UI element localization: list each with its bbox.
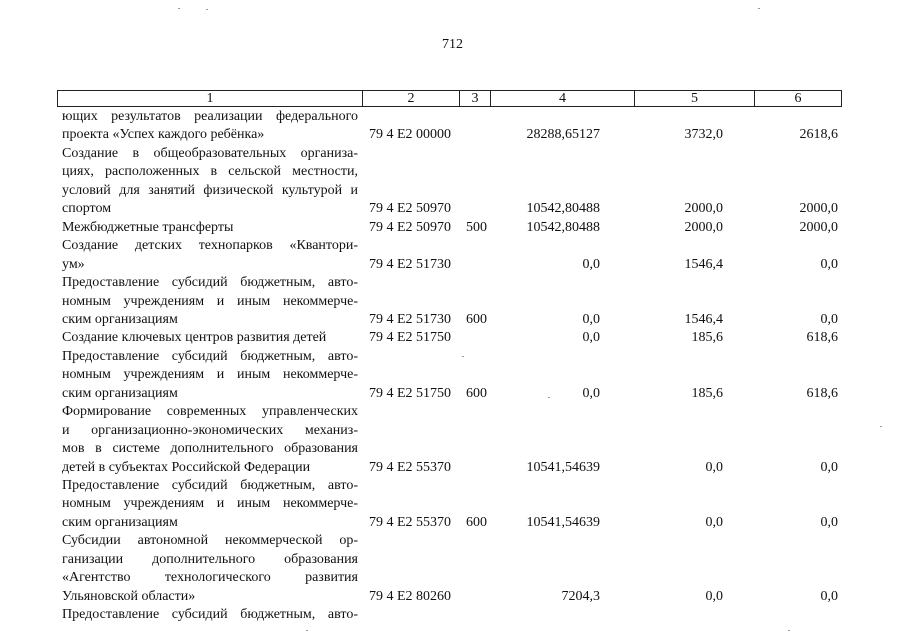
row-value-col4 <box>480 477 600 495</box>
row-value-col4 <box>480 366 600 384</box>
table-row <box>0 237 905 255</box>
table-row <box>0 311 905 329</box>
row-value-col5 <box>603 551 723 569</box>
table-row <box>0 477 905 495</box>
row-value-col5 <box>603 293 723 311</box>
row-value-col6 <box>718 569 838 587</box>
row-value-col6 <box>718 366 838 384</box>
table-header-row <box>57 90 842 107</box>
row-value-col5: 1546,4 <box>684 312 723 327</box>
row-value-col5 <box>603 274 723 292</box>
row-name-text: номным учреждениям и иным некоммерче- <box>62 294 358 309</box>
table-row <box>0 551 905 569</box>
table-row <box>0 459 905 477</box>
row-value-col6 <box>718 108 838 126</box>
row-value-col6 <box>718 403 838 421</box>
row-value-col6 <box>718 551 838 569</box>
row-value-col4: 10541,54639 <box>526 515 600 530</box>
header-col-3: 3 <box>460 91 491 106</box>
table-row <box>0 606 905 624</box>
row-value-col5 <box>603 532 723 550</box>
row-value-col5 <box>603 422 723 440</box>
row-code: 79 4 E2 51730 <box>369 312 452 327</box>
table-row <box>0 422 905 440</box>
row-value-col4 <box>480 348 600 366</box>
row-value-col6 <box>718 495 838 513</box>
row-value-col6 <box>718 293 838 311</box>
row-name-text: Формирование современных управленческих <box>62 404 358 419</box>
row-name-text: номным учреждениям и иным некоммерче- <box>62 496 358 511</box>
row-code: 79 4 E2 55370 <box>369 515 452 530</box>
scan-speck <box>880 426 882 427</box>
scan-speck <box>758 8 760 9</box>
row-value-col4 <box>480 440 600 458</box>
row-value-col4 <box>480 569 600 587</box>
row-value-col6: 618,6 <box>806 386 838 401</box>
row-value-col5 <box>603 348 723 366</box>
row-value-col6 <box>718 477 838 495</box>
table-row <box>0 219 905 237</box>
row-name-text: ским организациям <box>62 386 178 401</box>
row-value-col5: 2000,0 <box>684 220 723 235</box>
table-row <box>0 569 905 587</box>
row-value-col6: 2618,6 <box>799 127 838 142</box>
row-value-col5 <box>603 182 723 200</box>
row-name-text: «Агентство технологического развития <box>62 570 358 585</box>
row-value-col5: 2000,0 <box>684 201 723 216</box>
row-value-col4: 10541,54639 <box>526 460 600 475</box>
header-col-5: 5 <box>635 91 755 106</box>
header-col-4: 4 <box>491 91 635 106</box>
row-name-text: детей в субъектах Российской Федерации <box>62 460 311 475</box>
row-name-text: Субсидии автономной некоммерческой ор- <box>62 533 358 548</box>
row-name-text: условий для занятий физической культурой и <box>62 183 358 198</box>
row-value-col4 <box>480 145 600 163</box>
row-value-col5 <box>603 606 723 624</box>
row-name-text: ским организациям <box>62 515 178 530</box>
row-value-col4 <box>480 532 600 550</box>
row-value-col6: 2000,0 <box>799 220 838 235</box>
row-value-col4 <box>480 163 600 181</box>
row-name-text: Межбюджетные трансферты <box>62 220 234 235</box>
row-value-col6 <box>718 237 838 255</box>
row-value-col5: 0,0 <box>705 515 723 530</box>
page-number: 712 <box>442 37 463 52</box>
row-value-col6 <box>718 348 838 366</box>
table-row <box>0 403 905 421</box>
row-name-text: ским организациям <box>62 312 178 327</box>
row-value-col4: 0,0 <box>582 386 600 401</box>
row-type-code: 600 <box>466 312 487 327</box>
scan-speck <box>462 356 464 357</box>
row-value-col6: 0,0 <box>820 312 838 327</box>
table-row <box>0 163 905 181</box>
row-value-col4 <box>480 274 600 292</box>
row-value-col4 <box>480 606 600 624</box>
row-value-col4: 0,0 <box>582 312 600 327</box>
row-value-col4: 0,0 <box>582 330 600 345</box>
row-value-col5 <box>603 569 723 587</box>
table-row <box>0 385 905 403</box>
row-value-col6 <box>718 440 838 458</box>
table-row <box>0 182 905 200</box>
row-name-text: ющих результатов реализации федерального <box>62 109 358 124</box>
row-name-text: Предоставление субсидий бюджетным, авто- <box>62 478 358 493</box>
row-name-text: ум» <box>62 257 85 272</box>
row-type-code: 500 <box>466 220 487 235</box>
row-value-col6 <box>718 606 838 624</box>
table-row <box>0 514 905 532</box>
row-value-col5 <box>603 477 723 495</box>
table-row <box>0 145 905 163</box>
row-value-col5: 0,0 <box>705 589 723 604</box>
table-row <box>0 200 905 218</box>
row-value-col5 <box>603 495 723 513</box>
table-row <box>0 108 905 126</box>
row-value-col4: 7204,3 <box>561 589 600 604</box>
row-name-text: проекта «Успех каждого ребёнка» <box>62 127 265 142</box>
row-name-text: Создание детских технопарков «Квантори- <box>62 238 358 253</box>
table-row <box>0 293 905 311</box>
row-name-text: Создание в общеобразовательных организа- <box>62 146 358 161</box>
scan-speck <box>306 630 308 631</box>
row-type-code: 600 <box>466 386 487 401</box>
table-row <box>0 126 905 144</box>
row-value-col5 <box>603 403 723 421</box>
row-value-col5: 185,6 <box>691 330 723 345</box>
row-value-col6 <box>718 182 838 200</box>
table-row <box>0 256 905 274</box>
scan-speck <box>548 397 550 398</box>
row-code: 79 4 E2 51730 <box>369 257 452 272</box>
row-value-col6: 0,0 <box>820 460 838 475</box>
row-name-text: Предоставление субсидий бюджетным, авто- <box>62 607 358 622</box>
row-code: 79 4 E2 51750 <box>369 330 452 345</box>
row-value-col4 <box>480 403 600 421</box>
row-value-col6: 0,0 <box>820 515 838 530</box>
row-value-col5 <box>603 237 723 255</box>
row-value-col5 <box>603 440 723 458</box>
row-name-text: Создание ключевых центров развития детей <box>62 330 327 345</box>
row-code: 79 4 E2 00000 <box>369 127 452 142</box>
row-type-code: 600 <box>466 515 487 530</box>
scan-speck <box>178 8 180 9</box>
row-value-col4 <box>480 293 600 311</box>
row-value-col6: 0,0 <box>820 257 838 272</box>
row-value-col5: 185,6 <box>691 386 723 401</box>
table-row <box>0 348 905 366</box>
row-value-col4 <box>480 108 600 126</box>
row-value-col5: 0,0 <box>705 460 723 475</box>
table-row <box>0 532 905 550</box>
table-row <box>0 495 905 513</box>
scan-speck <box>206 9 208 10</box>
row-name-text: мов в системе дополнительного образования <box>62 441 358 456</box>
row-value-col4 <box>480 182 600 200</box>
row-value-col5 <box>603 163 723 181</box>
row-name-text: Предоставление субсидий бюджетным, авто- <box>62 275 358 290</box>
row-name-text: циях, расположенных в сельской местности, <box>62 164 358 179</box>
scan-speck <box>788 630 790 631</box>
row-value-col4 <box>480 551 600 569</box>
row-code: 79 4 E2 50970 <box>369 201 452 216</box>
row-value-col4 <box>480 495 600 513</box>
row-value-col4: 0,0 <box>582 257 600 272</box>
header-col-2: 2 <box>363 91 460 106</box>
row-value-col5 <box>603 145 723 163</box>
table-row <box>0 588 905 606</box>
row-value-col6 <box>718 532 838 550</box>
row-value-col4: 28288,65127 <box>526 127 600 142</box>
table-row <box>0 274 905 292</box>
table-row <box>0 329 905 347</box>
row-code: 79 4 E2 50970 <box>369 220 452 235</box>
row-value-col4: 10542,80488 <box>526 201 600 216</box>
row-value-col6 <box>718 422 838 440</box>
header-col-1: 1 <box>58 91 363 106</box>
row-value-col4 <box>480 422 600 440</box>
row-value-col6 <box>718 274 838 292</box>
row-value-col4 <box>480 237 600 255</box>
row-value-col6 <box>718 163 838 181</box>
row-value-col6: 0,0 <box>820 589 838 604</box>
row-name-text: и организационно-экономических механиз- <box>62 423 358 438</box>
row-value-col5: 1546,4 <box>684 257 723 272</box>
row-value-col6 <box>718 145 838 163</box>
header-col-6: 6 <box>794 91 802 106</box>
row-value-col5 <box>603 366 723 384</box>
row-name-text: Предоставление субсидий бюджетным, авто- <box>62 349 358 364</box>
row-name-text: спортом <box>62 201 112 216</box>
row-value-col6: 618,6 <box>806 330 838 345</box>
row-code: 79 4 E2 55370 <box>369 460 452 475</box>
row-value-col6: 2000,0 <box>799 201 838 216</box>
row-value-col5 <box>603 108 723 126</box>
row-value-col5: 3732,0 <box>684 127 723 142</box>
row-name-text: номным учреждениям и иным некоммерче- <box>62 367 358 382</box>
row-code: 79 4 E2 80260 <box>369 589 452 604</box>
row-name-text: Ульяновской области» <box>62 589 196 604</box>
row-value-col4: 10542,80488 <box>526 220 600 235</box>
row-code: 79 4 E2 51750 <box>369 386 452 401</box>
row-name-text: ганизации дополнительного образования <box>62 552 358 567</box>
table-row <box>0 440 905 458</box>
table-row <box>0 366 905 384</box>
